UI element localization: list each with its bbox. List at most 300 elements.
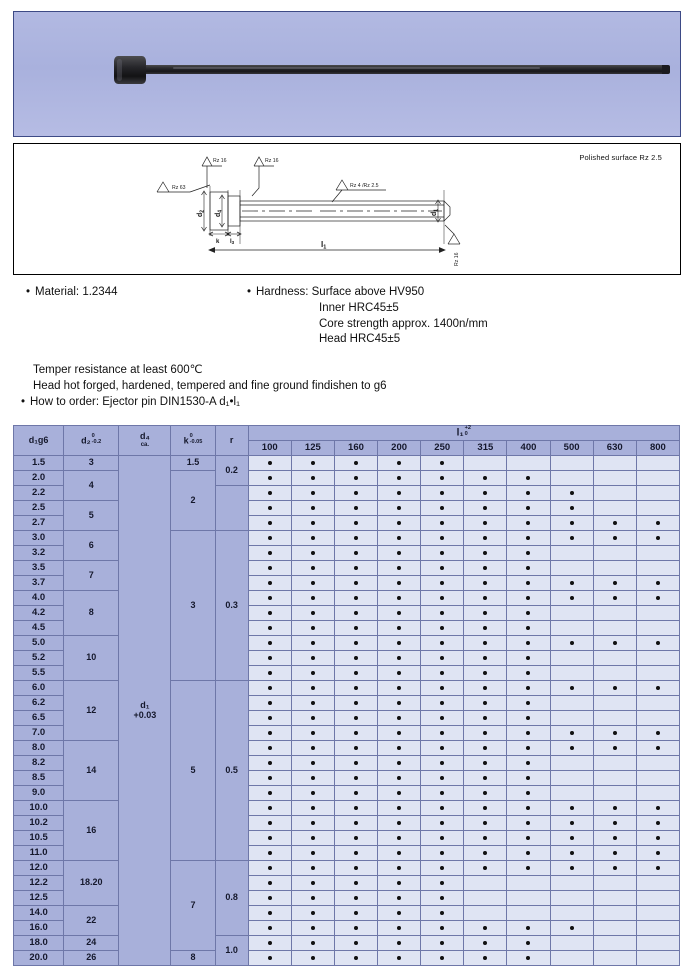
cell-availability-630 [593,531,636,546]
cell-availability-630 [593,846,636,861]
hardness-value-3: Head HRC45±5 [319,333,401,345]
cell-availability-250 [421,606,464,621]
availability-dot-icon [526,506,530,510]
cell-availability-800 [636,816,679,831]
availability-dot-icon [570,506,574,510]
availability-dot-icon [526,716,530,720]
col-length-315: 315 [464,441,507,456]
cell-availability-500 [550,951,593,966]
cell-availability-800 [636,936,679,951]
cell-availability-500 [550,486,593,501]
cell-availability-800 [636,726,679,741]
cell-availability-250 [421,576,464,591]
availability-dot-icon [613,641,617,645]
cell-availability-800 [636,906,679,921]
cell-availability-400 [507,546,550,561]
cell-availability-250 [421,921,464,936]
cell-availability-315 [464,861,507,876]
cell-availability-800 [636,456,679,471]
availability-dot-icon [311,551,315,555]
rz16-symbol-3 [448,234,460,244]
availability-dot-icon [613,596,617,600]
cell-availability-400 [507,501,550,516]
cell-k: 5 [171,681,215,861]
cell-availability-125 [291,771,334,786]
cell-availability-125 [291,696,334,711]
availability-dot-icon [311,566,315,570]
availability-dot-icon [311,626,315,630]
cell-availability-800 [636,621,679,636]
technical-drawing-panel [13,143,681,275]
cell-availability-400 [507,831,550,846]
cell-availability-500 [550,831,593,846]
availability-dot-icon [354,491,358,495]
cell-availability-315 [464,606,507,621]
availability-dot-icon [483,926,487,930]
cell-availability-100 [248,501,291,516]
cell-r: 0.5 [215,681,248,861]
cell-availability-400 [507,621,550,636]
availability-dot-icon [268,821,272,825]
cell-availability-400 [507,876,550,891]
cell-availability-160 [334,801,377,816]
availability-dot-icon [268,461,272,465]
cell-availability-500 [550,741,593,756]
cell-availability-400 [507,711,550,726]
cell-availability-200 [378,636,421,651]
availability-dot-icon [354,536,358,540]
availability-dot-icon [268,566,272,570]
availability-dot-icon [268,926,272,930]
cell-availability-500 [550,726,593,741]
cell-d1: 4.5 [14,621,64,636]
availability-dot-icon [613,746,617,750]
cell-availability-400 [507,636,550,651]
cell-availability-400 [507,531,550,546]
availability-dot-icon [354,776,358,780]
cell-availability-630 [593,576,636,591]
cell-availability-100 [248,591,291,606]
table-row [14,861,680,876]
availability-dot-icon [440,761,444,765]
availability-dot-icon [526,596,530,600]
availability-dot-icon [354,626,358,630]
availability-dot-icon [397,611,401,615]
cell-availability-800 [636,516,679,531]
cell-availability-500 [550,906,593,921]
cell-availability-400 [507,951,550,966]
cell-availability-250 [421,726,464,741]
cell-availability-160 [334,576,377,591]
cell-d2: 18.20 [64,861,119,906]
cell-availability-125 [291,921,334,936]
cell-availability-125 [291,876,334,891]
cell-availability-200 [378,471,421,486]
availability-dot-icon [311,746,315,750]
cell-availability-315 [464,651,507,666]
header-row-top [14,426,680,441]
cell-availability-125 [291,606,334,621]
col-r: r [215,426,248,456]
cell-availability-160 [334,486,377,501]
table-row [14,591,680,606]
hardness-label: Hardness: [256,286,309,298]
availability-dot-icon [613,851,617,855]
cell-availability-100 [248,531,291,546]
availability-dot-icon [526,746,530,750]
table-row [14,561,680,576]
cell-availability-500 [550,936,593,951]
availability-dot-icon [311,506,315,510]
cell-d1: 12.5 [14,891,64,906]
availability-dot-icon [311,716,315,720]
cell-availability-200 [378,906,421,921]
cell-availability-315 [464,516,507,531]
cell-availability-800 [636,846,679,861]
cell-d2: 22 [64,906,119,936]
availability-dot-icon [397,626,401,630]
availability-dot-icon [440,716,444,720]
cell-availability-160 [334,726,377,741]
availability-dot-icon [397,761,401,765]
availability-dot-icon [570,536,574,540]
cell-availability-160 [334,591,377,606]
cell-availability-100 [248,876,291,891]
cell-availability-100 [248,486,291,501]
availability-dot-icon [440,671,444,675]
cell-availability-100 [248,861,291,876]
cell-availability-315 [464,501,507,516]
availability-dot-icon [397,791,401,795]
col-d4-ca: ca. [140,441,150,448]
cell-availability-500 [550,546,593,561]
dimension-table-wrap [13,425,680,966]
cell-availability-400 [507,741,550,756]
cell-availability-630 [593,546,636,561]
cell-availability-315 [464,546,507,561]
availability-dot-icon [311,851,315,855]
cell-availability-800 [636,921,679,936]
availability-dot-icon [268,671,272,675]
availability-dot-icon [268,581,272,585]
availability-dot-icon [526,821,530,825]
cell-availability-100 [248,951,291,966]
cell-availability-160 [334,516,377,531]
availability-dot-icon [397,581,401,585]
cell-availability-500 [550,771,593,786]
cell-availability-400 [507,726,550,741]
cell-availability-800 [636,501,679,516]
cell-d1: 20.0 [14,951,64,966]
availability-dot-icon [268,941,272,945]
availability-dot-icon [354,851,358,855]
availability-dot-icon [483,581,487,585]
cell-availability-250 [421,486,464,501]
cell-availability-160 [334,951,377,966]
availability-dot-icon [526,626,530,630]
cell-availability-160 [334,741,377,756]
cell-r: 1.0 [215,936,248,966]
cell-availability-800 [636,801,679,816]
availability-dot-icon [526,731,530,735]
cell-availability-200 [378,621,421,636]
availability-dot-icon [483,536,487,540]
cell-availability-315 [464,711,507,726]
cell-d1: 1.5 [14,456,64,471]
cell-availability-315 [464,531,507,546]
availability-dot-icon [268,611,272,615]
cell-r: 0.2 [215,456,248,486]
cell-availability-500 [550,756,593,771]
cell-availability-125 [291,951,334,966]
availability-dot-icon [483,686,487,690]
note-temper: Temper resistance at least 600℃ [33,364,203,376]
availability-dot-icon [268,776,272,780]
cell-availability-125 [291,666,334,681]
availability-dot-icon [268,746,272,750]
cell-availability-200 [378,651,421,666]
availability-dot-icon [656,806,660,810]
cell-availability-200 [378,921,421,936]
cell-availability-800 [636,486,679,501]
cell-availability-200 [378,711,421,726]
cell-availability-315 [464,666,507,681]
cell-availability-400 [507,921,550,936]
cell-r: 0.8 [215,861,248,936]
availability-dot-icon [440,806,444,810]
cell-availability-630 [593,606,636,621]
hardness-value-1: Inner HRC45±5 [319,302,399,314]
availability-dot-icon [656,596,660,600]
availability-dot-icon [268,626,272,630]
availability-dot-icon [311,761,315,765]
cell-availability-125 [291,456,334,471]
cell-d2: 6 [64,531,119,561]
cell-availability-160 [334,816,377,831]
cell-availability-630 [593,711,636,726]
availability-dot-icon [354,701,358,705]
availability-dot-icon [526,686,530,690]
cell-d4-merged [119,456,171,966]
cell-d1: 3.7 [14,576,64,591]
rz16-symbol-2 [254,157,264,166]
cell-availability-800 [636,756,679,771]
availability-dot-icon [483,761,487,765]
cell-availability-315 [464,951,507,966]
cell-availability-200 [378,531,421,546]
cell-availability-125 [291,936,334,951]
availability-dot-icon [570,581,574,585]
cell-availability-250 [421,681,464,696]
availability-dot-icon [613,836,617,840]
availability-dot-icon [526,536,530,540]
cell-availability-160 [334,561,377,576]
cell-availability-100 [248,771,291,786]
cell-availability-100 [248,696,291,711]
availability-dot-icon [268,866,272,870]
availability-dot-icon [526,566,530,570]
cell-availability-125 [291,891,334,906]
availability-dot-icon [397,821,401,825]
cell-availability-500 [550,516,593,531]
cell-availability-125 [291,471,334,486]
availability-dot-icon [526,941,530,945]
availability-dot-icon [440,866,444,870]
cell-availability-800 [636,576,679,591]
hardness-value-0: Surface above HV950 [311,286,425,298]
cell-d2: 10 [64,636,119,681]
cell-d1: 5.5 [14,666,64,681]
cell-availability-100 [248,621,291,636]
cell-d1: 12.0 [14,861,64,876]
cell-availability-400 [507,906,550,921]
cell-availability-125 [291,726,334,741]
availability-dot-icon [440,896,444,900]
cell-availability-100 [248,636,291,651]
table-head [14,426,680,456]
cell-availability-500 [550,666,593,681]
cell-availability-125 [291,786,334,801]
availability-dot-icon [354,461,358,465]
cell-d1: 6.0 [14,681,64,696]
availability-dot-icon [440,566,444,570]
cell-d2: 14 [64,741,119,801]
availability-dot-icon [526,476,530,480]
cell-d1: 10.5 [14,831,64,846]
availability-dot-icon [613,581,617,585]
col-k [171,426,215,456]
availability-dot-icon [268,896,272,900]
cell-availability-125 [291,906,334,921]
rz4-symbol [336,180,348,190]
cell-availability-315 [464,576,507,591]
availability-dot-icon [656,866,660,870]
cell-d1: 8.2 [14,756,64,771]
availability-dot-icon [526,851,530,855]
cell-d1: 4.2 [14,606,64,621]
availability-dot-icon [570,596,574,600]
table-row [14,501,680,516]
availability-dot-icon [483,476,487,480]
specification-block [0,285,693,348]
cell-availability-500 [550,816,593,831]
availability-dot-icon [440,701,444,705]
pin-shank [142,65,666,74]
cell-d2: 8 [64,591,119,636]
availability-dot-icon [354,566,358,570]
ejector-pin-image [110,64,666,76]
availability-dot-icon [354,686,358,690]
table-row [14,531,680,546]
availability-dot-icon [354,581,358,585]
availability-dot-icon [311,791,315,795]
cell-availability-250 [421,501,464,516]
availability-dot-icon [613,866,617,870]
cell-availability-315 [464,936,507,951]
material-label: Material: [35,286,80,298]
table-row [14,951,680,966]
availability-dot-icon [440,536,444,540]
col-l1-sym: l₁ [456,428,464,440]
cell-availability-160 [334,621,377,636]
availability-dot-icon [440,476,444,480]
col-d4-sym: d₄ [139,431,150,442]
cell-availability-100 [248,681,291,696]
cell-availability-250 [421,621,464,636]
bullet-icon-3: • [21,396,26,408]
cell-availability-315 [464,801,507,816]
availability-dot-icon [613,536,617,540]
cell-availability-630 [593,771,636,786]
col-k-sym: k [183,436,189,447]
availability-dot-icon [440,941,444,945]
drawing-svg [14,144,680,272]
availability-dot-icon [570,641,574,645]
dim-d1: $d_1$ [431,208,440,216]
dim-d4: $d_4$ [215,209,224,217]
cell-availability-100 [248,831,291,846]
cell-availability-400 [507,456,550,471]
col-length-250: 250 [421,441,464,456]
availability-dot-icon [570,851,574,855]
availability-dot-icon [397,686,401,690]
cell-availability-250 [421,891,464,906]
cell-availability-125 [291,861,334,876]
cell-availability-500 [550,801,593,816]
availability-dot-icon [354,881,358,885]
availability-dot-icon [397,551,401,555]
cell-availability-630 [593,816,636,831]
cell-availability-250 [421,651,464,666]
cell-availability-250 [421,471,464,486]
availability-dot-icon [268,521,272,525]
availability-dot-icon [613,521,617,525]
availability-dot-icon [483,566,487,570]
cell-availability-250 [421,531,464,546]
cell-availability-250 [421,876,464,891]
cell-availability-315 [464,891,507,906]
cell-availability-630 [593,636,636,651]
cell-d1: 5.2 [14,651,64,666]
cell-availability-800 [636,861,679,876]
cell-availability-125 [291,546,334,561]
cell-availability-200 [378,591,421,606]
availability-dot-icon [656,536,660,540]
availability-dot-icon [397,731,401,735]
cell-availability-630 [593,501,636,516]
availability-dot-icon [268,716,272,720]
material-value: 1.2344 [82,286,118,298]
availability-dot-icon [311,461,315,465]
cell-availability-500 [550,501,593,516]
dimension-table [13,425,680,966]
availability-dot-icon [397,491,401,495]
cell-availability-315 [464,756,507,771]
cell-availability-160 [334,831,377,846]
availability-dot-icon [483,866,487,870]
availability-dot-icon [268,491,272,495]
availability-dot-icon [483,521,487,525]
cell-availability-500 [550,591,593,606]
availability-dot-icon [656,731,660,735]
cell-d1: 6.5 [14,711,64,726]
cell-availability-160 [334,876,377,891]
cell-d2: 3 [64,456,119,471]
availability-dot-icon [483,701,487,705]
availability-dot-icon [268,761,272,765]
cell-availability-315 [464,636,507,651]
col-l1-tol: +2 0 [464,425,471,438]
